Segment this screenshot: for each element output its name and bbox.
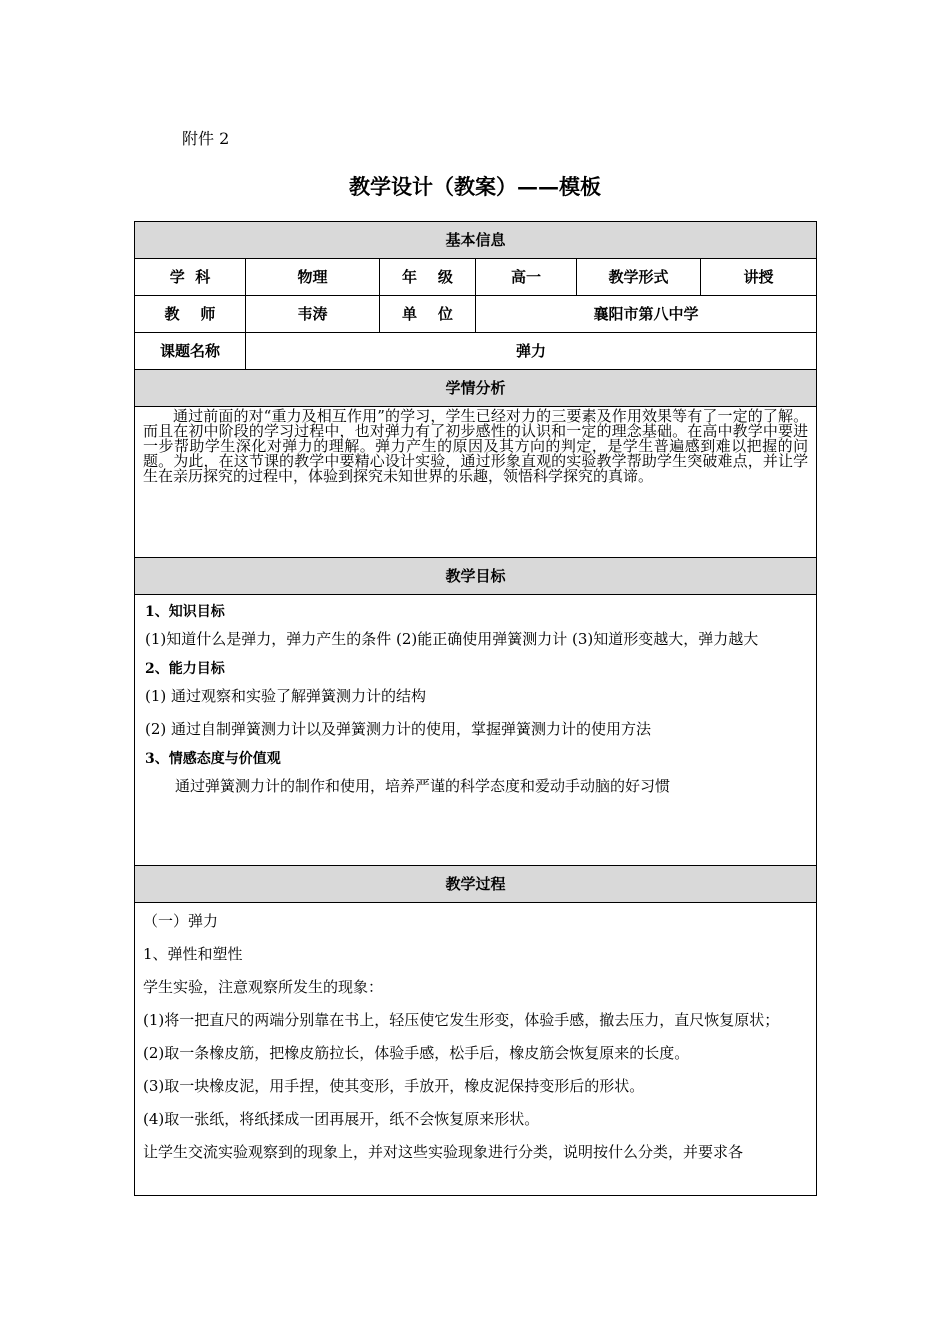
process-last-line: 让学生交流实验观察到的现象上，并对这些实验现象进行分类，说明按什么分类，并要求各: [143, 1143, 744, 1161]
teacher-label: 教 师: [135, 296, 246, 333]
knowledge-heading: 1、知识目标: [145, 604, 225, 620]
process-line: 1、弹性和塑性: [143, 945, 243, 963]
process-line: (2)取一条橡皮筋，把橡皮筋拉长，体验手感，松手后，橡皮筋会恢复原来的长度。: [143, 1044, 690, 1062]
process-heading: 教学过程: [135, 866, 817, 903]
topic-value: 弹力: [246, 333, 817, 370]
document-title: 教学设计（教案）——模板: [349, 174, 601, 199]
unit-label: 单 位: [380, 296, 476, 333]
objectives-heading: 教学目标: [135, 558, 817, 595]
lesson-plan-table: [134, 221, 817, 1196]
process-line: 学生实验，注意观察所发生的现象：: [143, 978, 384, 996]
process-line: (1)将一把直尺的两端分别靠在书上，轻压使它发生形变，体验手感，撤去压力，直尺恢复原状；: [143, 1011, 780, 1029]
grade-label: 年 级: [380, 259, 476, 296]
ability-item-1: (1) 通过观察和实验了解弹簧测力计的结构: [145, 687, 427, 705]
objectives-content: [135, 595, 817, 866]
form-value: 讲授: [701, 259, 817, 296]
process-line: （一）弹力: [143, 912, 219, 930]
process-content: [135, 903, 817, 1196]
analysis-text: 通过前面的对“重力及相互作用”的学习，学生已经对力的三要素及作用效果等有了一定的了解。而且在初中阶段的学习过程中，也对弹力有了初步感性的认识和一定的理念基础。在高中教学中要进一步帮助学生深化对弹力的理解。弹力产生的原因及其方向的判定，是学生普遍感到难以把握的问题。为此，在这节课的教学中要精心设计实验，通过形象直观的实验教学帮助学生突破难点，并让学生在亲历探究的过程中，体验到探究未知世界的乐趣，领悟科学探究的真谛。: [135, 407, 817, 558]
topic-label: 课题名称: [135, 333, 246, 370]
teacher-value: 韦涛: [246, 296, 380, 333]
subject-label: 学 科: [135, 259, 246, 296]
unit-value: 襄阳市第八中学: [476, 296, 817, 333]
grade-value: 高一: [476, 259, 577, 296]
basic-info-heading: 基本信息: [135, 222, 817, 259]
attachment-label: 附件 2: [182, 129, 230, 148]
process-line: (3)取一块橡皮泥，用手捏，使其变形，手放开，橡皮泥保持变形后的形状。: [143, 1077, 645, 1095]
ability-item-2: (2) 通过自制弹簧测力计以及弹簧测力计的使用，掌握弹簧测力计的使用方法: [145, 720, 652, 738]
form-label: 教学形式: [577, 259, 701, 296]
knowledge-text: (1)知道什么是弹力，弹力产生的条件 (2)能正确使用弹簧测力计 (3)知道形变越大，弹力越大: [145, 630, 759, 648]
process-line: (4)取一张纸，将纸揉成一团再展开，纸不会恢复原来形状。: [143, 1110, 540, 1128]
emotion-text: 通过弹簧测力计的制作和使用，培养严谨的科学态度和爱动手动脑的好习惯: [175, 777, 671, 795]
subject-value: 物理: [246, 259, 380, 296]
analysis-heading: 学情分析: [135, 370, 817, 407]
emotion-heading: 3、情感态度与价值观: [145, 751, 281, 767]
ability-heading: 2、能力目标: [145, 661, 225, 677]
